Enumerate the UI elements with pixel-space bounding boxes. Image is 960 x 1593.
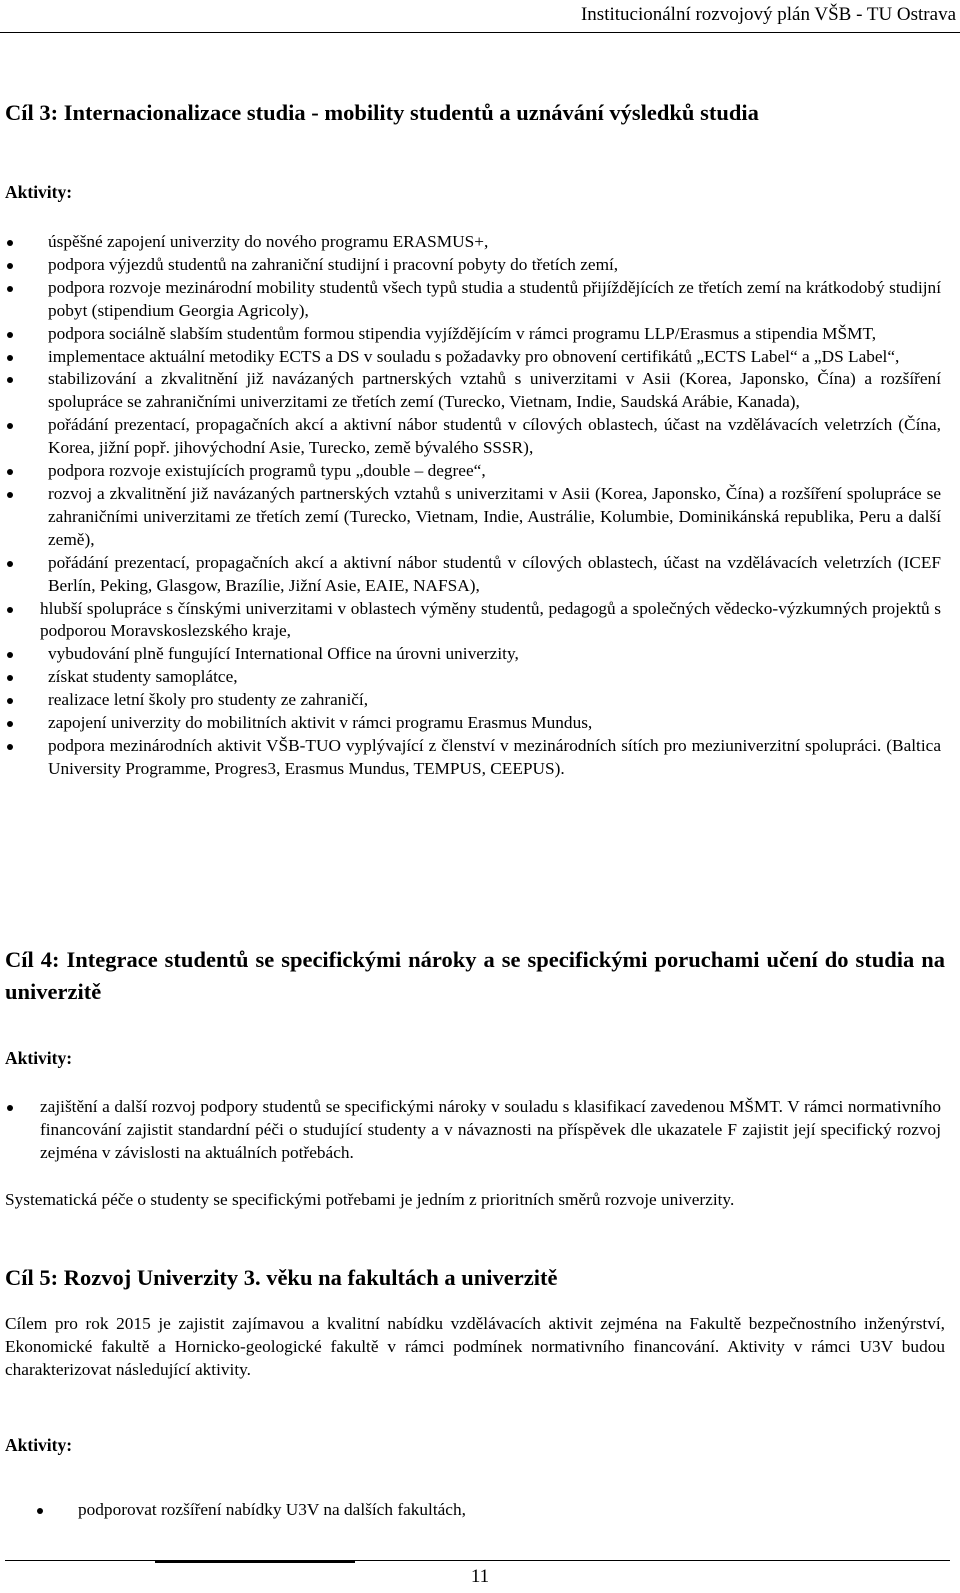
goal5-paragraph: Cílem pro rok 2015 je zajistit zajímavou a kvalitní nabídku vzdělávacích aktivit zejména na Fakultě bezpečnostního inženýrství, Ekonomické fakultě a Hornicko-geologické fakultě v rámci podmínek normativního financování. Aktivity v rámci U3V budou charakterizovat následující aktivity. [5,1314,945,1379]
running-header: Institucionální rozvojový plán VŠB - TU Ostrava [580,4,956,25]
bullet-icon [7,377,13,383]
goal5-heading: Cíl 5: Rozvoj Univerzity 3. věku na fakultách a univerzitě [5,1265,558,1290]
bullet-icon [7,607,13,613]
bullet-icon [7,423,13,429]
bullet-icon [7,675,13,681]
bullet-icon [7,561,13,567]
list-item [3,735,941,781]
goal3-heading: Cíl 3: Internacionalizace studia - mobility studentů a uznávání výsledků studia [5,100,759,125]
list-item [3,643,941,666]
list-item-text: vybudování plně fungující International Office na úrovni univerzity, [48,644,519,664]
list-item-text: podpora sociálně slabším studentům formou stipendia vyjíždějícím v rámci programu LLP/Erasmus a stipendia MŠMT, [48,323,877,343]
list-item-text: stabilizování a zkvalitnění již navázaných partnerských vztahů s univerzitami v Asii (Korea, Japonsko, Čína) a rozšíření spolupráce se zahraničními univerzitami ze třetích zemí (Turecko, Vietnam, Indie, Saudská Arábie, Kanada), [48,369,941,412]
list-item [3,666,941,689]
list-item-text: podpora rozvoje existujících programů typu „double – degree“, [48,461,486,481]
list-item [3,323,941,346]
list-item-text: podpora mezinárodních aktivit VŠB-TUO vyplývající z členství v mezinárodních sítích pro meziuniverzitní spolupráci. (Baltica University Programme, Progres3, Erasmus Mundus, TEMPUS, CEEPUS). [48,735,941,778]
list-item-text: pořádání prezentací, propagačních akcí a aktivní nábor studentů v cílových oblastech, účast na vzdělávacích veletrzích (ICEF Berlín, Peking, Glasgow, Brazílie, Jižní Asie, EAIE, NAFSA), [48,552,941,595]
bullet-icon [37,1508,43,1514]
header-rule [0,32,960,33]
list-item-text: zapojení univerzity do mobilitních aktivit v rámci programu Erasmus Mundus, [48,713,593,733]
bullet-icon [7,286,13,292]
list-item [3,483,941,552]
bullet-icon [7,1105,13,1111]
list-item-text: pořádání prezentací, propagačních akcí a aktivní nábor studentů v cílových oblastech, účast na vzdělávacích veletrzích (Čína, Korea, jižní popř. jihovýchodní Asie, Turecko, země bývalého SSSR), [48,415,941,458]
goal4-paragraph: Systematická péče o studenty se specifickými potřebami je jedním z prioritních směrů rozvoje univerzity. [5,1190,735,1209]
list-item [3,368,941,414]
list-item [3,598,941,644]
goal4-heading: Cíl 4: Integrace studentů se specifickými nároky a se specifickými poruchami učení do studia na univerzitě [5,947,945,1004]
page-number: 11 [470,1566,490,1587]
bullet-icon [7,721,13,727]
list-item-text: úspěšné zapojení univerzity do nového programu ERASMUS+, [48,232,489,251]
list-item-text: hlubší spolupráce s čínskými univerzitami v oblastech výměny studentů, pedagogů a společných vědecko-výzkumných projektů s podporou Moravskoslezského kraje, [40,598,941,641]
list-item-text: získat studenty samoplátce, [48,667,238,687]
goal5-activities-label: Aktivity: [5,1435,73,1455]
list-item [3,277,941,323]
footer-rule-line [5,1560,950,1561]
list-item [3,460,941,483]
list-item-text: podpora výjezdů studentů na zahraniční studijní i pracovní pobyty do třetích zemí, [48,254,619,274]
footer-rule-accent [155,1561,355,1563]
bullet-icon [7,744,13,750]
list-item-text: podporovat rozšíření nabídky U3V na dalších fakultách, [78,1500,466,1519]
bullet-icon [7,469,13,475]
goal4-activities-list [3,1096,941,1165]
bullet-icon [7,263,13,269]
goal5-activities-list [3,1499,941,1522]
list-item [3,552,941,598]
list-item [3,1499,941,1522]
bullet-icon [7,492,13,498]
bullet-icon [7,332,13,338]
list-item-text: implementace aktuální metodiky ECTS a DS v souladu s požadavky pro obnovení certifikátů „ECTS Label“ a „DS Label“, [48,346,900,366]
bullet-icon [7,652,13,658]
list-item [3,712,941,735]
bullet-icon [7,355,13,361]
goal3-activities-list [3,231,941,781]
goal4-activities-label: Aktivity: [5,1048,73,1068]
list-item [3,231,941,254]
goal3-activities-label: Aktivity: [5,182,73,202]
list-item [3,254,941,277]
list-item-text: realizace letní školy pro studenty ze zahraničí, [48,690,369,710]
bullet-icon [7,240,13,246]
list-item [3,414,941,460]
footer-rule [5,1560,950,1564]
list-item [3,689,941,712]
list-item-text: rozvoj a zkvalitnění již navázaných partnerských vztahů s univerzitami v Asii (Korea, Japonsko, Čína) a rozšíření spolupráce se zahraničními univerzitami ze třetích zemí (Turecko, Vietnam, Indie, Austrálie, Kolumbie, Dominikánská republika, Peru a další země), [48,483,941,549]
list-item [3,346,941,369]
list-item-text: zajištění a další rozvoj podpory studentů se specifickými nároky v souladu s klasifikací zavedenou MŠMT. V rámci normativního financování zajistit standardní péči o studující studenty a v návaznosti na příspěvek dle ukazatele F zajistit její specifický rozvoj zejména v závislosti na aktuálních potřebách. [40,1097,941,1162]
list-item-text: podpora rozvoje mezinárodní mobility studentů všech typů studia a studentů přijíždějících ze třetích zemí na krátkodobý studijní pobyt (stipendium Georgia Agricoly), [48,277,941,320]
list-item [3,1096,941,1165]
bullet-icon [7,698,13,704]
